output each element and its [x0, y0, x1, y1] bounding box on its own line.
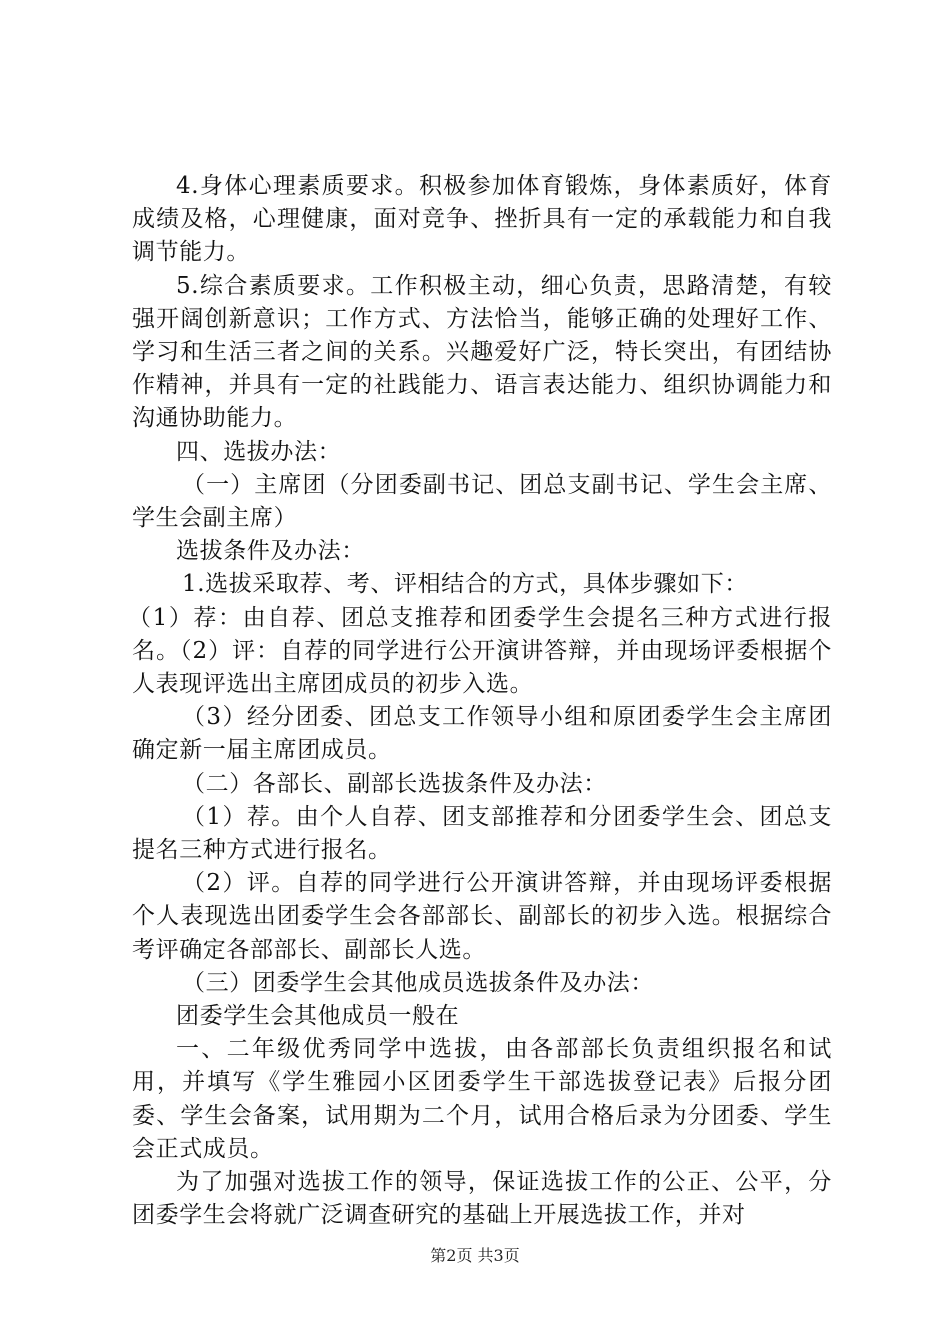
paragraph-leadership-of-selection: 为了加强对选拔工作的领导，保证选拔工作的公正、公平，分团委学生会将就广泛调查研究的基础上开展选拔工作，并对: [132, 1169, 832, 1229]
paragraph-selection-step-1: 1.选拔采取荐、考、评相结合的方式，具体步骤如下：: [182, 571, 748, 598]
subsection-heading-other-members: （三）团委学生会其他成员选拔条件及办法：: [182, 969, 654, 996]
paragraph-overall-quality-requirements: 5.综合素质要求。工作积极主动，细心负责，思路清楚，有较强开阔创新意识；工作方式、方法恰当，能够正确的处理好工作、学习和生活三者之间的关系。兴趣爱好广泛，特长突出，有团结协作精神，并具有一定的社践能力、语言表达能力、组织协调能力和沟通协助能力。: [132, 272, 832, 432]
paragraph-ministers-evaluate: （2）评。自荐的同学进行公开演讲答辩，并由现场评委根据个人表现选出团委学生会各部部长、副部长的初步入选。根据综合考评确定各部部长、副部长人选。: [132, 870, 832, 963]
paragraph-ministers-recommend: （1）荐。由个人自荐、团支部推荐和分团委学生会、团总支提名三种方式进行报名。: [132, 803, 832, 864]
subsection-heading-ministers: （二）各部长、副部长选拔条件及办法：: [182, 770, 607, 797]
paragraph-selection-conditions: 选拔条件及办法：: [176, 538, 365, 565]
paragraph-physical-mental-requirements: 4.身体心理素质要求。积极参加体育锻炼，身体素质好，体育成绩及格，心理健康，面对竞争、挫折具有一定的承载能力和自我调节能力。: [132, 173, 832, 266]
document-body: [128, 170, 832, 1233]
subsection-heading-presidium: （一）主席团（分团委副书记、团总支副书记、学生会主席、学生会副主席）: [132, 471, 832, 532]
paragraph-confirm-presidium: （3）经分团委、团总支工作领导小组和原团委学生会主席团确定新一届主席团成员。: [132, 704, 832, 764]
page-number-footer: 第2页 共3页: [430, 1246, 520, 1265]
section-heading-selection-methods: 四、选拔办法：: [176, 438, 342, 465]
paragraph-other-members-intro: 团委学生会其他成员一般在: [176, 1003, 460, 1030]
paragraph-recommend-and-evaluate: （1）荐：由自荐、团总支推荐和团委学生会提名三种方式进行报名。（2）评：自荐的同学进行公开演讲答辩，并由现场评委根据个人表现评选出主席团成员的初步入选。: [128, 604, 832, 698]
paragraph-other-members-process: 一、二年级优秀同学中选拔，由各部部长负责组织报名和试用，并填写《学生雅园小区团委学生干部选拔登记表》后报分团委、学生会备案，试用期为二个月，试用合格后录为分团委、学生会正式成员。: [132, 1036, 832, 1162]
